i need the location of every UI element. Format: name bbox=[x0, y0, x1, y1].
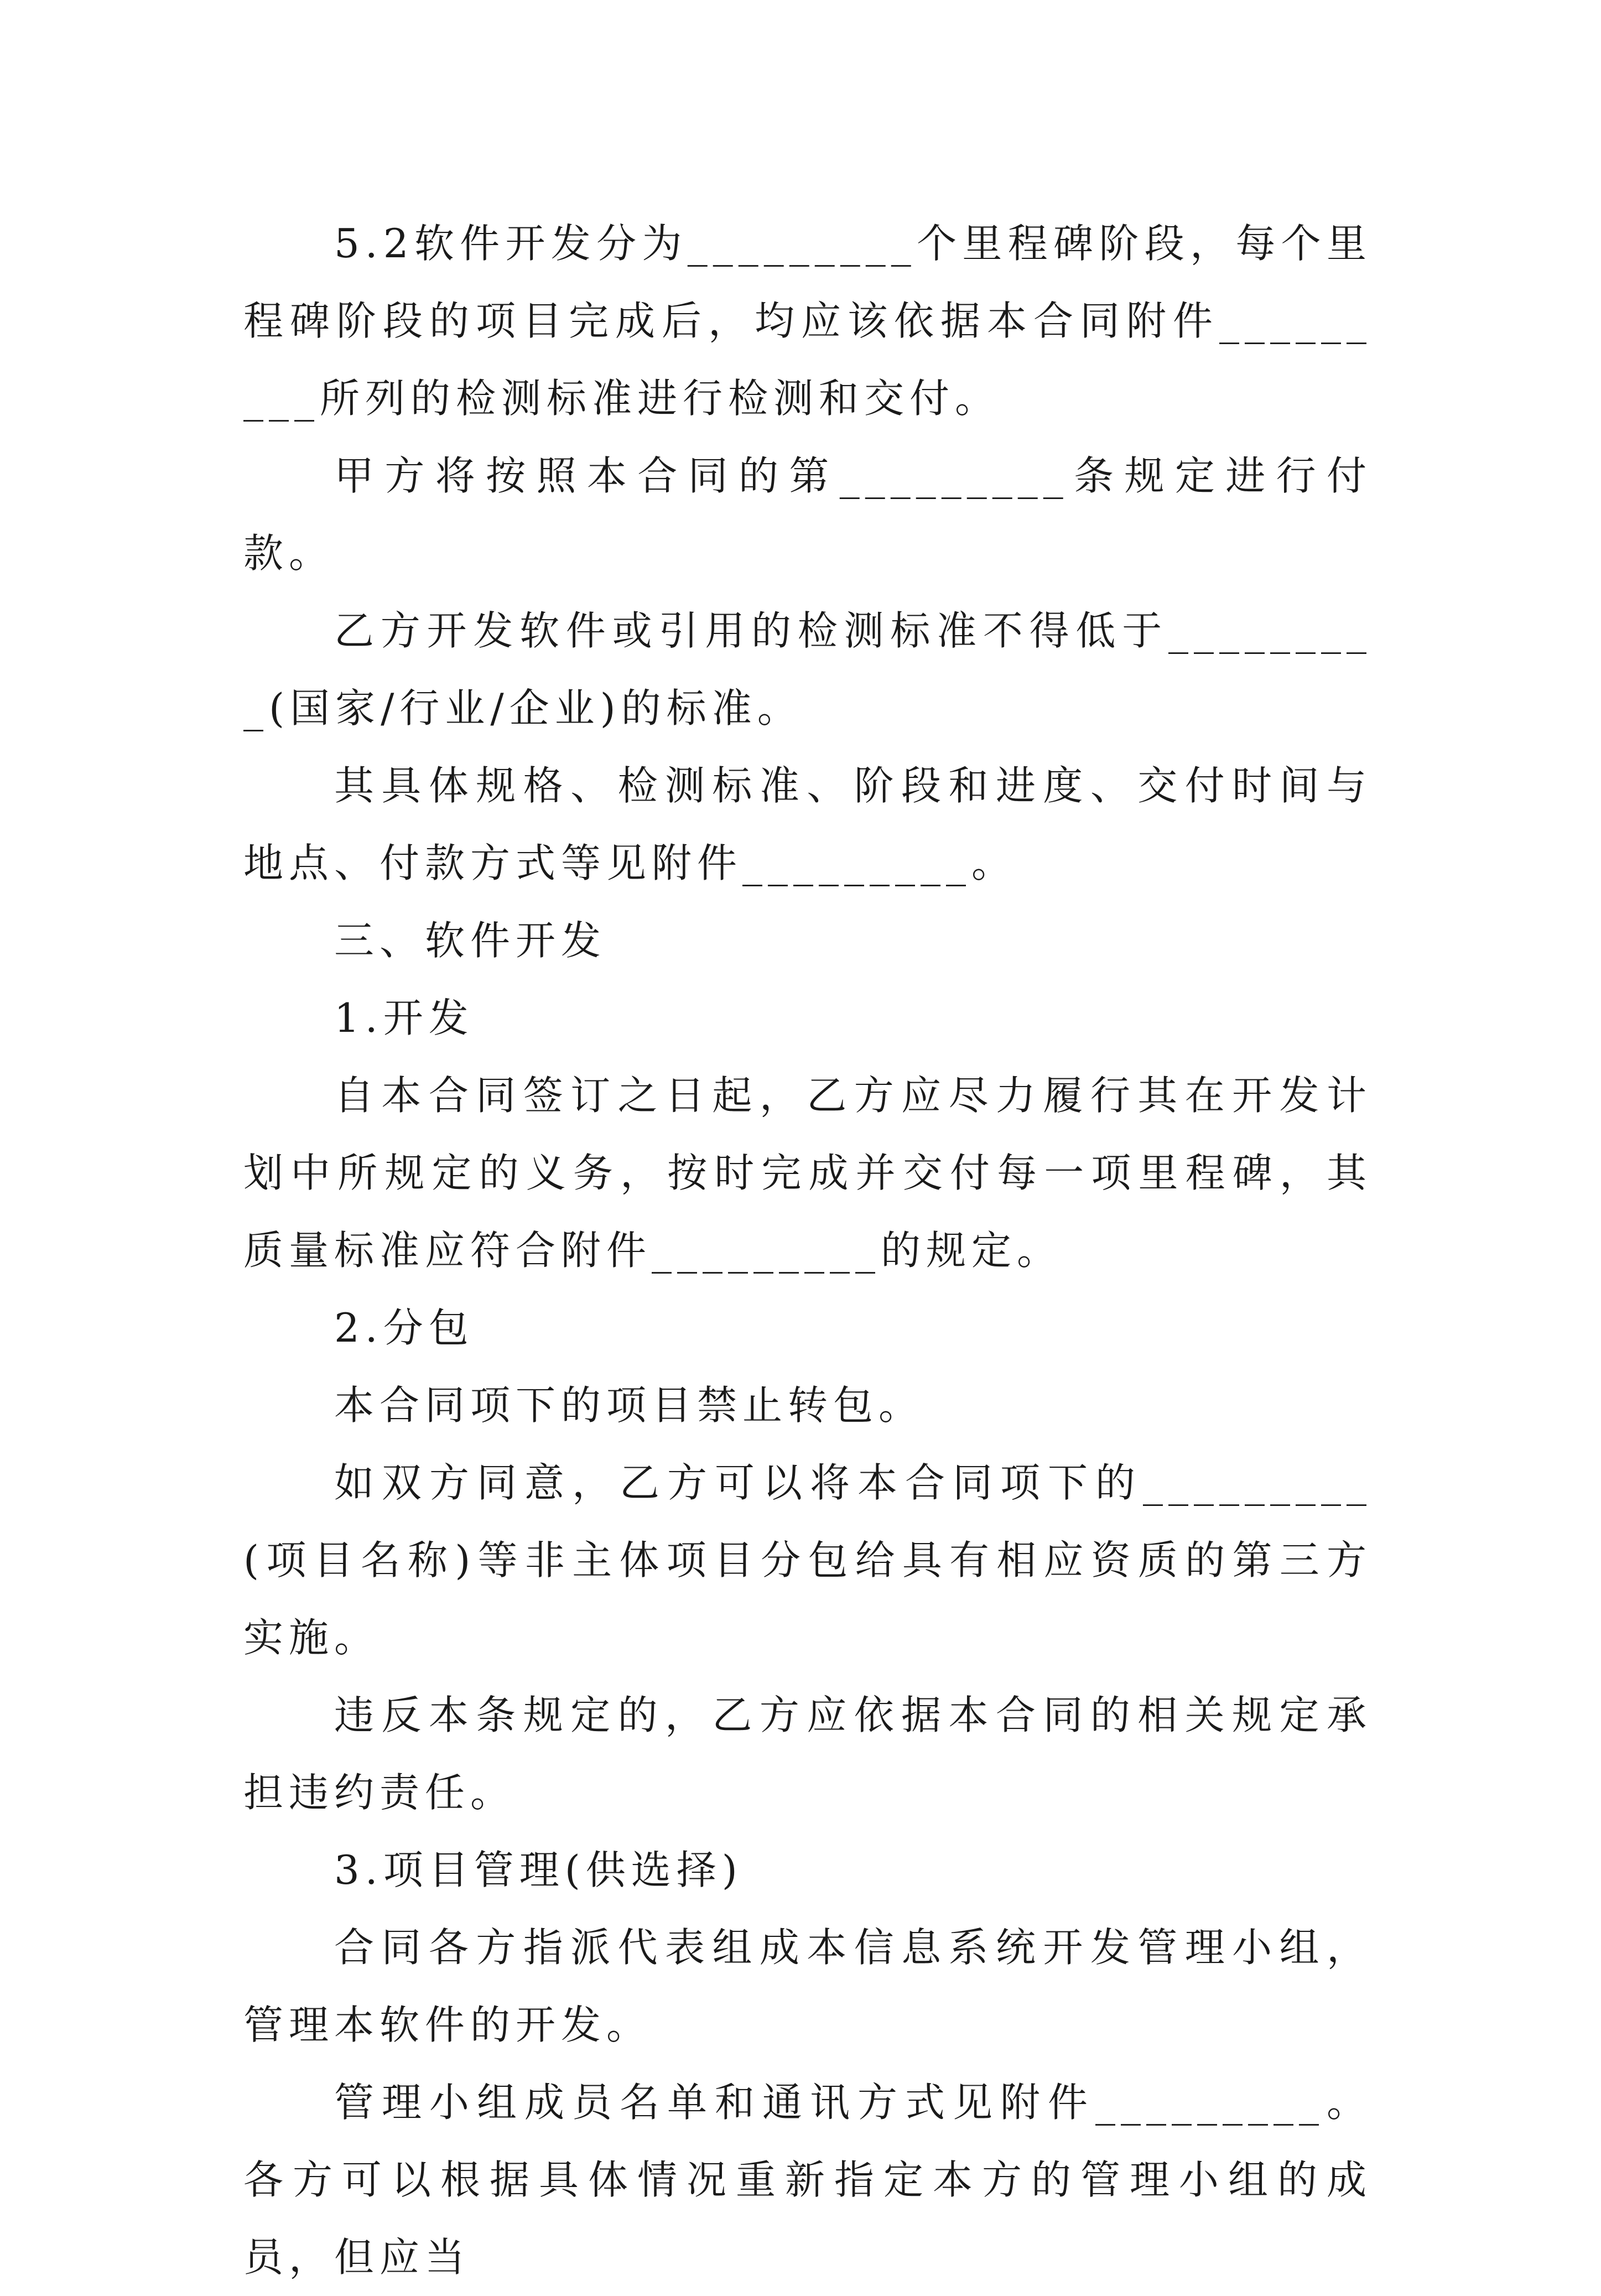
paragraph-subcontract-consent: 如双方同意，乙方可以将本合同项下的_________(项目名称)等非主体项目分包给具有相应资质的第三方实施。 bbox=[243, 1459, 1372, 1661]
paragraph-payment: 甲方将按照本合同的第_________条规定进行付款。 bbox=[243, 453, 1372, 576]
paragraph-milestones: 5.2软件开发分为_________个里程碑阶段，每个里程碑阶段的项目完成后，均应该依据本合同附件_________所列的检测标准进行检测和交付。 bbox=[243, 220, 1372, 422]
paragraph-development-obligations: 自本合同签订之日起，乙方应尽力履行其在开发计划中所规定的义务，按时完成并交付每一项里程碑，其质量标准应符合附件_________的规定。 bbox=[243, 1072, 1372, 1274]
paragraph-breach: 违反本条规定的，乙方应依据本合同的相关规定承担违约责任。 bbox=[243, 1692, 1372, 1816]
paragraph-team-members: 管理小组成员名单和通讯方式见附件_________。各方可以根据具体情况重新指定本方的管理小组的成员，但应当 bbox=[243, 2079, 1372, 2281]
contract-text bbox=[243, 205, 1372, 2296]
section-heading-software-development: 三、软件开发 bbox=[334, 917, 607, 964]
subheading-project-management: 3.项目管理(供选择) bbox=[334, 1847, 743, 1893]
paragraph-management-team: 合同各方指派代表组成本信息系统开发管理小组，管理本软件的开发。 bbox=[243, 1924, 1372, 2048]
paragraph-specifications: 其具体规格、检测标准、阶段和进度、交付时间与地点、付款方式等见附件_________。 bbox=[243, 762, 1372, 886]
paragraph-standards: 乙方开发软件或引用的检测标准不得低于_________(国家/行业/企业)的标准。 bbox=[243, 607, 1372, 731]
subheading-development: 1.开发 bbox=[334, 995, 474, 1041]
subheading-subcontracting: 2.分包 bbox=[334, 1305, 474, 1351]
paragraph-no-transfer: 本合同项下的项目禁止转包。 bbox=[334, 1382, 924, 1428]
